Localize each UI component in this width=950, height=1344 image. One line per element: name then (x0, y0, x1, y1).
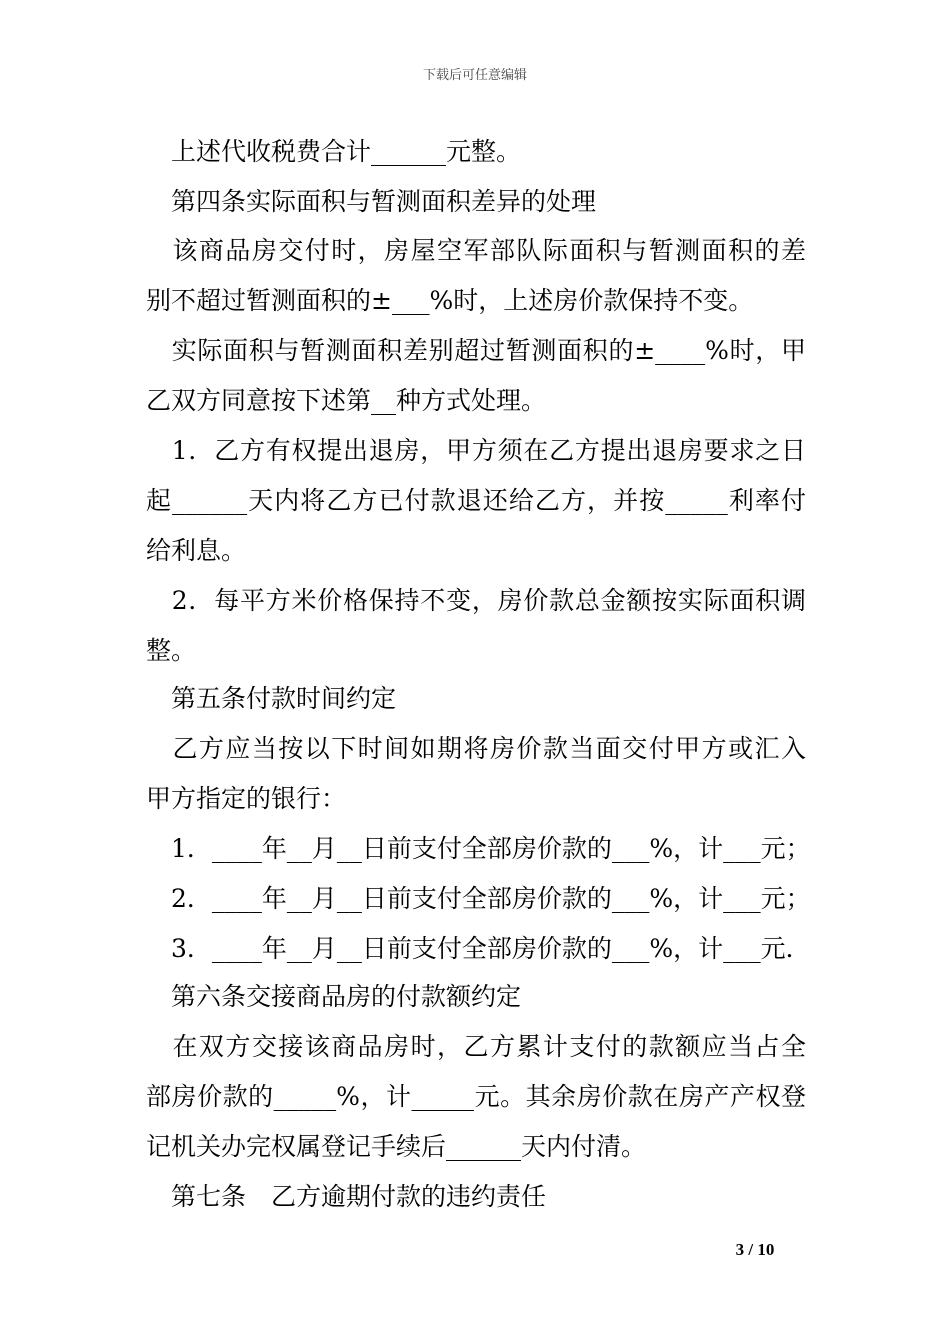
text-line: 该商品房交付时，房屋空军部队际面积与暂测面积的差 (146, 236, 806, 265)
payment-item: 1．____年__月__日前支付全部房价款的___%，计___元； (146, 834, 811, 863)
section-heading: 第六条交接商品房的付款额约定 (146, 982, 522, 1011)
text-line: 起______天内将乙方已付款退还给乙方，并按_____利率付 (146, 486, 806, 515)
text-line: 实际面积与暂测面积差别超过暂测面积的±____%时，甲 (146, 336, 806, 365)
text-line: 乙双方同意按下述第__种方式处理。 (146, 386, 547, 415)
text-line: 部房价款的_____%，计_____元。其余房价款在房产产权登 (146, 1082, 806, 1111)
text-line: 1．乙方有权提出退房，甲方须在乙方提出退房要求之日 (146, 436, 806, 465)
text-line: 记机关办完权属登记手续后______天内付清。 (146, 1132, 647, 1161)
section-heading: 第七条 乙方逾期付款的违约责任 (146, 1182, 547, 1211)
text-line: 整。 (146, 636, 197, 665)
text-line: 甲方指定的银行： (146, 784, 347, 813)
section-heading: 第四条实际面积与暂测面积差异的处理 (146, 187, 597, 216)
text-line: 上述代收税费合计______元整。 (146, 137, 522, 166)
payment-item: 3．____年__月__日前支付全部房价款的___%，计___元． (146, 934, 811, 963)
text-line: 2．每平方米价格保持不变，房价款总金额按实际面积调 (146, 586, 806, 615)
text-line: 别不超过暂测面积的±___%时，上述房价款保持不变。 (146, 286, 754, 315)
text-line: 给利息。 (146, 536, 247, 565)
page-header-note: 下载后可任意编辑 (422, 68, 527, 83)
text-line: 乙方应当按以下时间如期将房价款当面交付甲方或汇入 (146, 734, 806, 763)
payment-item: 2．____年__月__日前支付全部房价款的___%，计___元； (146, 884, 811, 913)
text-line: 在双方交接该商品房时，乙方累计支付的款额应当占全 (146, 1032, 806, 1061)
section-heading: 第五条付款时间约定 (146, 684, 397, 713)
page-number: 3 / 10 (735, 1240, 775, 1259)
